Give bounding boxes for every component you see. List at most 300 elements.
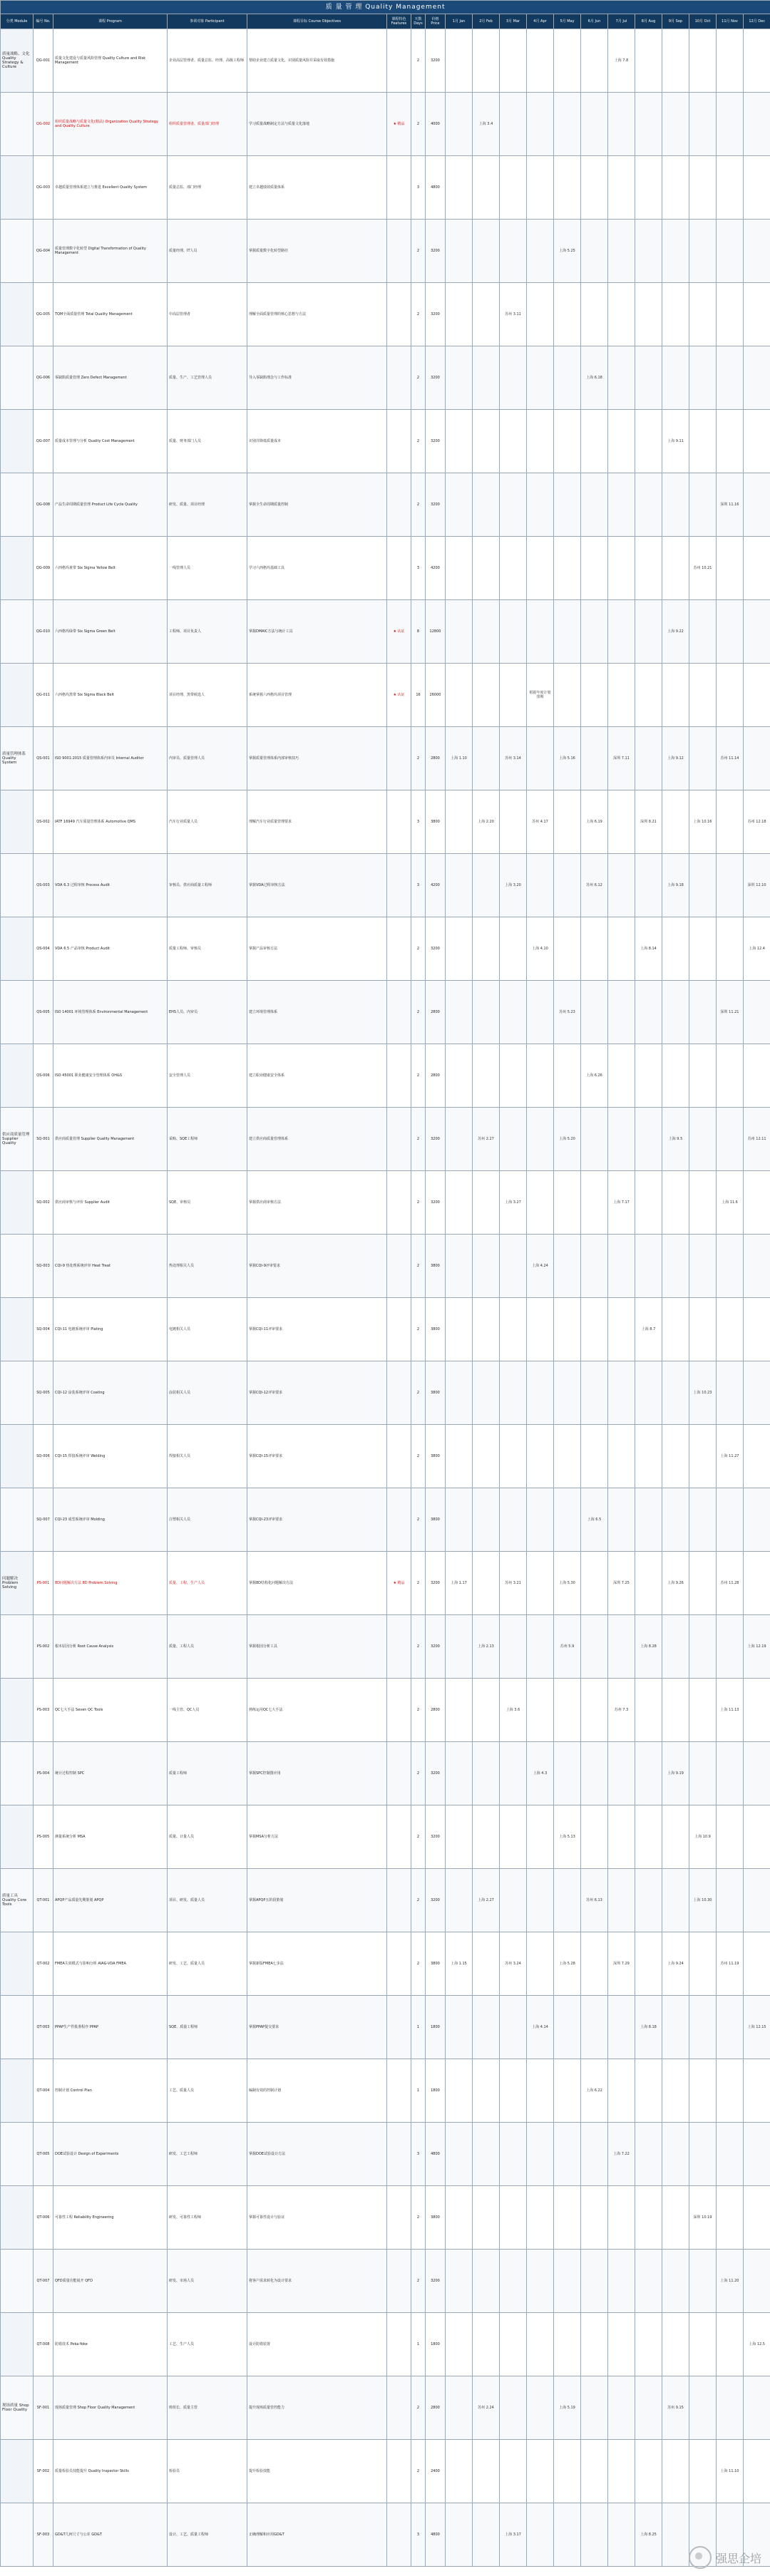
schedule-cell — [744, 1171, 770, 1235]
column-header: 4月 Apr — [527, 14, 554, 29]
schedule-cell — [554, 2059, 581, 2123]
objective-cell: 建立职业健康安全体系 — [247, 1044, 387, 1108]
price-cell: 3200 — [426, 220, 446, 283]
schedule-cell — [554, 664, 581, 727]
schedule-cell: 苏州 9.15 — [662, 2376, 689, 2440]
schedule-cell — [608, 1805, 635, 1869]
schedule-cell: 上海 12.5 — [744, 2313, 770, 2376]
schedule-cell — [473, 346, 500, 410]
course-name-cell: 测量系统分析 MSA — [53, 1805, 168, 1869]
objective-cell: 熟练运用QC七大手法 — [247, 1679, 387, 1742]
schedule-cell — [473, 2123, 500, 2186]
feature-cell — [387, 220, 411, 283]
schedule-cell: 上海 12.4 — [744, 917, 770, 981]
course-name-cell: 供应商质量管理 Supplier Quality Management — [53, 1108, 168, 1171]
schedule-cell — [527, 346, 554, 410]
participants-cell: 项目、研发、质量人员 — [168, 1869, 247, 1932]
price-cell: 3200 — [426, 29, 446, 93]
course-code-cell: QG-001 — [34, 29, 53, 93]
schedule-cell — [717, 1488, 744, 1552]
course-name-cell: 产品生命周期质量管理 Product Life Cycle Quality — [53, 473, 168, 537]
schedule-cell — [744, 1805, 770, 1869]
schedule-cell — [527, 1679, 554, 1742]
days-cell: 2 — [411, 1488, 426, 1552]
category-cell — [1, 1488, 34, 1552]
category-cell: 供应商质量管理 Supplier Quality — [1, 1108, 34, 1171]
schedule-cell — [744, 1235, 770, 1298]
table-row — [1, 1869, 770, 1932]
schedule-cell — [554, 2313, 581, 2376]
price-cell: 3200 — [426, 1869, 446, 1932]
schedule-cell — [689, 410, 717, 473]
course-code-cell: QT-008 — [34, 2313, 53, 2376]
schedule-cell — [500, 2313, 527, 2376]
schedule-cell — [500, 473, 527, 537]
feature-cell — [387, 2123, 411, 2186]
schedule-cell — [473, 1805, 500, 1869]
schedule-cell — [473, 410, 500, 473]
schedule-cell — [554, 473, 581, 537]
schedule-cell: 上海 5.20 — [554, 1108, 581, 1171]
schedule-cell — [581, 2313, 608, 2376]
column-header: 8月 Aug — [635, 14, 662, 29]
schedule-cell: 上海 4.3 — [527, 1742, 554, 1805]
feature-cell: ★ 认证 — [387, 600, 411, 664]
course-name-cell: CQI-23 成型系统评审 Molding — [53, 1488, 168, 1552]
schedule-cell — [635, 2440, 662, 2503]
course-name-cell: APQP产品质量先期策划 APQP — [53, 1869, 168, 1932]
schedule-cell — [473, 1044, 500, 1108]
schedule-cell — [473, 156, 500, 220]
schedule-cell — [608, 1361, 635, 1425]
schedule-cell — [500, 1742, 527, 1805]
schedule-cell — [608, 537, 635, 600]
objective-cell: 掌握新版FMEA七步法 — [247, 1932, 387, 1996]
schedule-cell — [662, 156, 689, 220]
price-cell: 3800 — [426, 790, 446, 854]
schedule-cell — [500, 2123, 527, 2186]
participants-cell: 工程师、项目负责人 — [168, 600, 247, 664]
objective-cell: 掌握根因分析工具 — [247, 1615, 387, 1679]
table-row — [1, 1805, 770, 1869]
category-cell — [1, 1932, 34, 1996]
schedule-cell: 上海 10.9 — [689, 1805, 717, 1869]
feature-cell — [387, 1869, 411, 1932]
schedule-cell — [473, 1425, 500, 1488]
price-cell: 3200 — [426, 1805, 446, 1869]
schedule-cell: 上海 1.10 — [446, 727, 473, 790]
schedule-cell — [717, 1805, 744, 1869]
course-name-cell: GD&T几何尺寸与公差 GD&T — [53, 2503, 168, 2567]
schedule-cell — [717, 156, 744, 220]
course-code-cell: SQ-004 — [34, 1298, 53, 1361]
schedule-cell — [608, 2250, 635, 2313]
schedule-cell: 上海 7.8 — [608, 29, 635, 93]
course-name-cell: 六西格玛黑带 Six Sigma Black Belt — [53, 664, 168, 727]
category-cell — [1, 1298, 34, 1361]
schedule-cell — [608, 1869, 635, 1932]
course-name-cell: 现场质量管理 Shop Floor Quality Management — [53, 2376, 168, 2440]
schedule-cell — [689, 283, 717, 346]
schedule-cell — [662, 2059, 689, 2123]
schedule-cell — [635, 220, 662, 283]
schedule-cell — [689, 1552, 717, 1615]
schedule-cell — [527, 156, 554, 220]
column-header: 3月 Mar — [500, 14, 527, 29]
schedule-cell — [527, 410, 554, 473]
schedule-cell: 上海 8.14 — [635, 917, 662, 981]
days-cell: 1 — [411, 1996, 426, 2059]
schedule-cell — [446, 1298, 473, 1361]
column-header: 编号 No. — [34, 14, 53, 29]
schedule-cell: 上海 12.15 — [744, 1996, 770, 2059]
schedule-cell — [608, 917, 635, 981]
schedule-cell: 上海 5.30 — [554, 1552, 581, 1615]
schedule-cell — [689, 346, 717, 410]
schedule-cell — [500, 410, 527, 473]
table-row — [1, 537, 770, 600]
days-cell: 2 — [411, 346, 426, 410]
participants-cell: 一线主管、QC人员 — [168, 1679, 247, 1742]
participants-cell: 热处理相关人员 — [168, 1235, 247, 1298]
schedule-cell — [500, 600, 527, 664]
schedule-cell — [744, 2123, 770, 2186]
schedule-cell — [527, 2123, 554, 2186]
days-cell: 8 — [411, 600, 426, 664]
objective-cell: 掌握CQI-23评审要求 — [247, 1488, 387, 1552]
schedule-cell — [717, 600, 744, 664]
schedule-cell — [689, 664, 717, 727]
schedule-cell — [744, 410, 770, 473]
schedule-cell — [744, 2059, 770, 2123]
schedule-cell: 上海 6.5 — [581, 1488, 608, 1552]
course-name-cell: DOE试验设计 Design of Experiments — [53, 2123, 168, 2186]
participants-cell: SQE、审核员 — [168, 1171, 247, 1235]
schedule-cell — [608, 664, 635, 727]
table-row — [1, 1425, 770, 1488]
schedule-cell — [446, 1615, 473, 1679]
table-row — [1, 1742, 770, 1805]
schedule-cell: 上海 8.28 — [635, 1615, 662, 1679]
schedule-cell — [689, 1679, 717, 1742]
column-header: 2月 Feb — [473, 14, 500, 29]
schedule-cell — [635, 1235, 662, 1298]
schedule-cell — [554, 1425, 581, 1488]
schedule-cell — [744, 664, 770, 727]
schedule-cell — [689, 473, 717, 537]
schedule-cell — [689, 917, 717, 981]
table-row — [1, 29, 770, 93]
table-row — [1, 410, 770, 473]
category-cell — [1, 410, 34, 473]
course-name-cell: 六西格玛黄带 Six Sigma Yellow Belt — [53, 537, 168, 600]
schedule-cell — [744, 2440, 770, 2503]
schedule-cell — [662, 981, 689, 1044]
schedule-cell: 上海 4.10 — [527, 917, 554, 981]
category-cell: 质量管理体系 Quality System — [1, 727, 34, 790]
schedule-cell — [717, 2059, 744, 2123]
feature-cell — [387, 1361, 411, 1425]
days-cell: 3 — [411, 854, 426, 917]
table-row — [1, 2376, 770, 2440]
schedule-cell — [527, 283, 554, 346]
course-code-cell: QT-006 — [34, 2186, 53, 2250]
schedule-cell: 上海 5.19 — [554, 2376, 581, 2440]
schedule-cell — [581, 1742, 608, 1805]
course-name-cell: VDA 6.5 产品审核 Product Audit — [53, 917, 168, 981]
schedule-cell — [473, 2059, 500, 2123]
schedule-cell — [473, 1932, 500, 1996]
objective-cell: 掌握CQI-12评审要求 — [247, 1361, 387, 1425]
schedule-cell: 上海 5.25 — [554, 220, 581, 283]
course-code-cell: QG-008 — [34, 473, 53, 537]
participants-cell: 检验员 — [168, 2440, 247, 2503]
course-code-cell: QG-009 — [34, 537, 53, 600]
days-cell: 3 — [411, 790, 426, 854]
category-cell — [1, 537, 34, 600]
schedule-cell — [744, 1932, 770, 1996]
schedule-cell — [689, 1235, 717, 1298]
category-cell — [1, 600, 34, 664]
schedule-cell: 苏州 5.9 — [554, 1615, 581, 1679]
table-row — [1, 1996, 770, 2059]
objective-cell: 设计防错装置 — [247, 2313, 387, 2376]
schedule-cell: 上海 9.26 — [662, 1552, 689, 1615]
schedule-cell: 上海 11.20 — [717, 2250, 744, 2313]
schedule-cell — [446, 93, 473, 156]
course-name-cell: CQI-9 热处理系统评审 Heat Treat — [53, 1235, 168, 1298]
brand-name: 强思企培 — [715, 2552, 761, 2565]
price-cell: 4200 — [426, 537, 446, 600]
schedule-cell — [689, 1425, 717, 1488]
course-code-cell: QT-003 — [34, 1996, 53, 2059]
course-name-cell: PPAP生产件批准程序 PPAP — [53, 1996, 168, 2059]
schedule-cell — [635, 1171, 662, 1235]
course-code-cell: PS-001 — [34, 1552, 53, 1615]
objective-cell: 掌握质量数字化转型路径 — [247, 220, 387, 283]
schedule-cell — [689, 1742, 717, 1805]
schedule-cell — [608, 1044, 635, 1108]
schedule-cell — [473, 1488, 500, 1552]
course-code-cell: QS-003 — [34, 854, 53, 917]
course-name-cell: 零缺陷质量管理 Zero Defect Management — [53, 346, 168, 410]
schedule-cell — [635, 1044, 662, 1108]
schedule-cell: 上海 11.13 — [717, 1679, 744, 1742]
table-row — [1, 981, 770, 1044]
schedule-cell: 上海 9.18 — [662, 854, 689, 917]
schedule-cell — [662, 1805, 689, 1869]
schedule-cell — [527, 1488, 554, 1552]
schedule-cell: 上海 3.17 — [500, 2503, 527, 2567]
schedule-cell — [581, 1615, 608, 1679]
price-cell: 1800 — [426, 2313, 446, 2376]
schedule-cell — [446, 1488, 473, 1552]
schedule-cell — [581, 156, 608, 220]
table-row — [1, 1552, 770, 1615]
schedule-cell — [446, 2123, 473, 2186]
schedule-cell — [689, 2376, 717, 2440]
schedule-cell — [635, 283, 662, 346]
schedule-cell — [527, 29, 554, 93]
schedule-cell — [608, 1996, 635, 2059]
objective-cell: 理解全面质量管理的核心思想与方法 — [247, 283, 387, 346]
schedule-cell — [717, 2186, 744, 2250]
days-cell: 2 — [411, 2250, 426, 2313]
schedule-cell — [446, 2250, 473, 2313]
schedule-cell — [635, 2250, 662, 2313]
schedule-cell — [608, 1298, 635, 1361]
feature-cell — [387, 854, 411, 917]
schedule-cell — [473, 854, 500, 917]
schedule-cell: 深圳 10.19 — [689, 2186, 717, 2250]
schedule-cell — [446, 2503, 473, 2567]
column-header: 课程 Program — [53, 14, 168, 29]
schedule-cell — [581, 283, 608, 346]
schedule-cell — [608, 473, 635, 537]
schedule-cell — [527, 1171, 554, 1235]
column-header: 课程目标 Course Objectives — [247, 14, 387, 29]
schedule-cell — [527, 1869, 554, 1932]
objective-cell: 识别并降低质量成本 — [247, 410, 387, 473]
course-code-cell: QG-010 — [34, 600, 53, 664]
schedule-cell: 上海 5.28 — [554, 1932, 581, 1996]
days-cell: 2 — [411, 29, 426, 93]
feature-cell — [387, 2503, 411, 2567]
schedule-cell — [744, 1869, 770, 1932]
feature-cell: ★ 精品 — [387, 1552, 411, 1615]
schedule-cell — [635, 1361, 662, 1425]
schedule-cell — [473, 220, 500, 283]
schedule-cell — [554, 2186, 581, 2250]
price-cell: 3200 — [426, 2250, 446, 2313]
schedule-cell — [473, 537, 500, 600]
objective-cell: 掌握CQI-9评审要求 — [247, 1235, 387, 1298]
schedule-cell — [446, 1361, 473, 1425]
participants-cell: 质量、财务部门人员 — [168, 410, 247, 473]
schedule-cell — [554, 1488, 581, 1552]
course-code-cell: QG-011 — [34, 664, 53, 727]
schedule-cell — [446, 600, 473, 664]
schedule-cell — [689, 2250, 717, 2313]
schedule-cell — [554, 600, 581, 664]
schedule-cell — [717, 220, 744, 283]
days-cell: 2 — [411, 1108, 426, 1171]
schedule-cell — [473, 1679, 500, 1742]
course-name-cell: 质量检验员技能提升 Quality Inspector Skills — [53, 2440, 168, 2503]
days-cell: 2 — [411, 1298, 426, 1361]
table-row — [1, 854, 770, 917]
schedule-cell: 苏州 7.3 — [608, 1679, 635, 1742]
price-cell: 1800 — [426, 2059, 446, 2123]
objective-cell: 掌握可靠性设计与验证 — [247, 2186, 387, 2250]
schedule-cell — [500, 2186, 527, 2250]
schedule-cell: 深圳 7.25 — [608, 1552, 635, 1615]
schedule-cell — [527, 537, 554, 600]
days-cell: 2 — [411, 220, 426, 283]
feature-cell — [387, 917, 411, 981]
course-code-cell: QG-004 — [34, 220, 53, 283]
schedule-cell — [581, 1235, 608, 1298]
schedule-cell — [662, 1044, 689, 1108]
schedule-cell — [581, 2186, 608, 2250]
schedule-cell — [717, 2376, 744, 2440]
schedule-cell — [446, 220, 473, 283]
table-row — [1, 917, 770, 981]
schedule-cell: 上海 5.13 — [554, 1805, 581, 1869]
schedule-cell — [581, 2503, 608, 2567]
schedule-cell — [689, 1615, 717, 1679]
schedule-cell — [608, 410, 635, 473]
schedule-cell: 根据年度计划排期 — [527, 664, 554, 727]
course-name-cell: 可靠性工程 Reliability Engineering — [53, 2186, 168, 2250]
category-cell — [1, 790, 34, 854]
category-cell — [1, 156, 34, 220]
schedule-cell — [446, 1805, 473, 1869]
objective-cell: 提升现场质量管控能力 — [247, 2376, 387, 2440]
schedule-cell — [635, 1869, 662, 1932]
schedule-cell — [662, 2123, 689, 2186]
schedule-cell — [554, 1996, 581, 2059]
schedule-cell — [744, 1679, 770, 1742]
course-code-cell: SQ-001 — [34, 1108, 53, 1171]
schedule-cell: 上海 6.18 — [581, 346, 608, 410]
schedule-cell — [500, 917, 527, 981]
course-code-cell: QS-001 — [34, 727, 53, 790]
schedule-cell — [662, 2313, 689, 2376]
category-cell — [1, 1996, 34, 2059]
schedule-cell — [554, 410, 581, 473]
objective-cell: 建立环境管理体系 — [247, 981, 387, 1044]
schedule-cell — [500, 1235, 527, 1298]
schedule-cell: 上海 9.5 — [662, 1108, 689, 1171]
table-row — [1, 1171, 770, 1235]
schedule-cell — [744, 1298, 770, 1361]
schedule-cell: 深圳 8.21 — [635, 790, 662, 854]
schedule-cell — [554, 283, 581, 346]
schedule-cell: 上海 8.7 — [635, 1298, 662, 1361]
course-name-cell: 质量文化建设与质量风险管理 Quality Culture and Risk Management — [53, 29, 168, 93]
schedule-cell: 苏州 3.21 — [500, 1552, 527, 1615]
schedule-cell — [554, 2123, 581, 2186]
schedule-cell — [581, 2123, 608, 2186]
participants-cell: SQE、质量工程师 — [168, 1996, 247, 2059]
objective-cell: 掌握DMAIC方法与统计工具 — [247, 600, 387, 664]
schedule-cell — [527, 727, 554, 790]
schedule-cell — [717, 790, 744, 854]
schedule-cell — [554, 2440, 581, 2503]
course-code-cell: QT-004 — [34, 2059, 53, 2123]
category-cell — [1, 2186, 34, 2250]
objective-cell: 掌握质量管理体系内部审核技巧 — [247, 727, 387, 790]
schedule-cell — [608, 1615, 635, 1679]
schedule-cell — [662, 664, 689, 727]
feature-cell — [387, 2059, 411, 2123]
table-row — [1, 1044, 770, 1108]
schedule-cell — [554, 93, 581, 156]
schedule-cell — [635, 93, 662, 156]
schedule-cell: 上海 8.18 — [635, 1996, 662, 2059]
schedule-cell — [500, 1869, 527, 1932]
schedule-cell — [527, 2440, 554, 2503]
course-name-cell: TQM全面质量管理 Total Quality Management — [53, 283, 168, 346]
schedule-cell — [581, 29, 608, 93]
schedule-cell — [554, 917, 581, 981]
schedule-cell — [500, 790, 527, 854]
schedule-cell — [662, 1425, 689, 1488]
schedule-cell: 上海 4.24 — [527, 1235, 554, 1298]
course-name-cell: IATF 16949 汽车质量管理体系 Automotive QMS — [53, 790, 168, 854]
schedule-cell — [662, 1488, 689, 1552]
